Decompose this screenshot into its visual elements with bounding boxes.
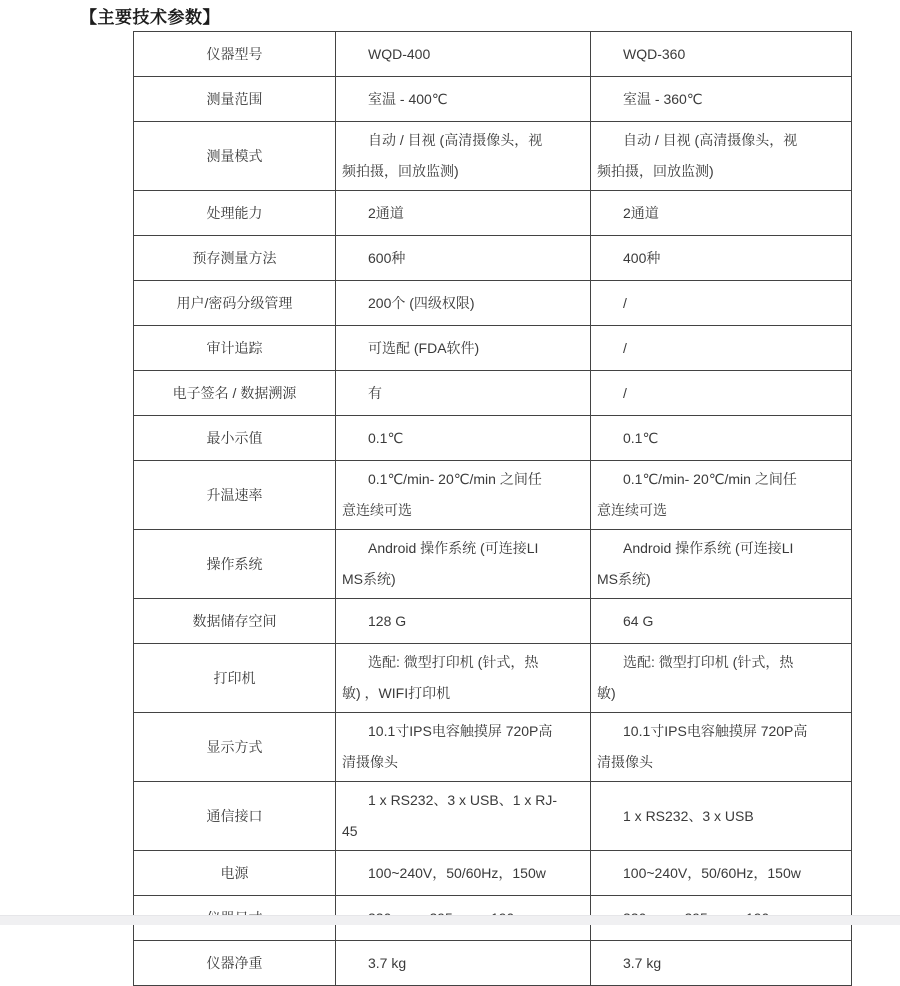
table-row — [134, 77, 852, 122]
cell-line: WQD-400 — [368, 45, 431, 62]
spec-table — [133, 31, 852, 986]
table-row — [134, 941, 852, 986]
cell-line: 自动 / 目视 (高清摄像头，视 — [623, 132, 798, 148]
row-label: 测量范围 — [134, 77, 336, 122]
cell-line: 频拍摄，回放监测) — [342, 163, 459, 179]
cell-line: 有 — [368, 384, 382, 401]
cell-wqd400 — [336, 281, 591, 326]
cell-line: 室温 - 400℃ — [368, 90, 448, 107]
cell-line: 2通道 — [368, 204, 404, 221]
cell-line: Android 操作系统 (可连接LI — [368, 540, 539, 556]
row-label: 测量模式 — [134, 122, 336, 191]
cell-line: 清摄像头 — [597, 754, 653, 770]
cell-line: 敏) ，WIFI打印机 — [342, 685, 451, 701]
cell-wqd360 — [591, 326, 852, 371]
cell-line: MS系统) — [342, 571, 396, 587]
cell-line: 频拍摄，回放监测) — [597, 163, 714, 179]
table-row — [134, 599, 852, 644]
cell-line: 10.1寸IPS电容触摸屏 720P高 — [623, 723, 808, 739]
cell-line: 0.1℃ — [368, 429, 404, 446]
row-label: 电源 — [134, 851, 336, 896]
cell-wqd360 — [591, 191, 852, 236]
cell-line: 意连续可选 — [342, 502, 412, 518]
row-label: 数据储存空间 — [134, 599, 336, 644]
cell-line: 2通道 — [623, 204, 659, 221]
cell-line: 3.7 kg — [623, 954, 662, 971]
cell-wqd360 — [591, 371, 852, 416]
row-label: 打印机 — [134, 644, 336, 713]
table-row — [134, 122, 852, 191]
table-row — [134, 191, 852, 236]
cell-wqd400 — [336, 644, 591, 713]
cell-line: 100~240V，50/60Hz，150w — [368, 864, 546, 881]
table-row — [134, 281, 852, 326]
cell-line: 45 — [342, 823, 358, 839]
row-label: 预存测量方法 — [134, 236, 336, 281]
cell-wqd400 — [336, 32, 591, 77]
cell-line: 选配: 微型打印机 (针式，热 — [623, 654, 794, 670]
cell-wqd400 — [336, 122, 591, 191]
cell-wqd360 — [591, 461, 852, 530]
cell-line: 64 G — [623, 612, 654, 629]
cell-wqd360 — [591, 77, 852, 122]
cell-wqd400 — [336, 326, 591, 371]
cell-wqd360 — [591, 713, 852, 782]
row-label: 处理能力 — [134, 191, 336, 236]
cell-line: 10.1寸IPS电容触摸屏 720P高 — [368, 723, 553, 739]
cell-line: 1 x RS232、3 x USB — [623, 807, 754, 824]
cell-line: WQD-360 — [623, 45, 686, 62]
table-row — [134, 236, 852, 281]
cell-line: 1 x RS232、3 x USB、1 x RJ- — [368, 792, 558, 808]
page-title: 【主要技术参数】 — [80, 8, 220, 27]
cell-wqd360 — [591, 851, 852, 896]
table-row — [134, 713, 852, 782]
row-label: 操作系统 — [134, 530, 336, 599]
cell-wqd360 — [591, 599, 852, 644]
cell-line: Android 操作系统 (可连接LI — [623, 540, 794, 556]
cell-wqd400 — [336, 416, 591, 461]
table-row — [134, 851, 852, 896]
cell-wqd360 — [591, 644, 852, 713]
table-row — [134, 644, 852, 713]
cell-line: 0.1℃/min- 20℃/min 之间任 — [623, 471, 797, 487]
cell-wqd400 — [336, 461, 591, 530]
cell-line: 3.7 kg — [368, 954, 407, 971]
table-row — [134, 32, 852, 77]
cell-wqd400 — [336, 191, 591, 236]
table-row — [134, 530, 852, 599]
table-row — [134, 326, 852, 371]
cell-line: 600种 — [368, 249, 406, 266]
row-label: 电子签名 / 数据溯源 — [134, 371, 336, 416]
row-label: 仪器净重 — [134, 941, 336, 986]
cell-line: 128 G — [368, 612, 407, 629]
table-row — [134, 371, 852, 416]
row-label: 最小示值 — [134, 416, 336, 461]
row-label: 用户/密码分级管理 — [134, 281, 336, 326]
row-label: 仪器型号 — [134, 32, 336, 77]
cell-wqd360 — [591, 782, 852, 851]
cell-wqd360 — [591, 122, 852, 191]
cell-line: 100~240V，50/60Hz，150w — [623, 864, 801, 881]
cell-line: 400种 — [623, 249, 661, 266]
cell-line: / — [623, 384, 627, 401]
table-row — [134, 461, 852, 530]
cell-line: 选配: 微型打印机 (针式，热 — [368, 654, 539, 670]
table-row — [134, 782, 852, 851]
cell-wqd400 — [336, 941, 591, 986]
cell-wqd400 — [336, 77, 591, 122]
row-label: 显示方式 — [134, 713, 336, 782]
cell-wqd360 — [591, 941, 852, 986]
cell-line: MS系统) — [597, 571, 651, 587]
cell-wqd360 — [591, 530, 852, 599]
cell-wqd400 — [336, 851, 591, 896]
cell-wqd400 — [336, 782, 591, 851]
cell-line: / — [623, 339, 627, 356]
cell-wqd400 — [336, 530, 591, 599]
cell-wqd400 — [336, 599, 591, 644]
cell-wqd360 — [591, 236, 852, 281]
cell-line: 0.1℃ — [623, 429, 659, 446]
cell-wqd360 — [591, 32, 852, 77]
cell-line: 敏) — [597, 685, 616, 701]
cell-wqd360 — [591, 281, 852, 326]
horizontal-scrollbar[interactable] — [0, 915, 900, 925]
cell-line: 可选配 (FDA软件) — [368, 339, 480, 356]
cell-wqd400 — [336, 371, 591, 416]
cell-line: 室温 - 360℃ — [623, 90, 703, 107]
cell-wqd400 — [336, 713, 591, 782]
row-label: 审计追踪 — [134, 326, 336, 371]
cell-line: 200个 (四级权限) — [368, 294, 475, 311]
cell-wqd360 — [591, 416, 852, 461]
cell-wqd400 — [336, 236, 591, 281]
row-label: 升温速率 — [134, 461, 336, 530]
cell-line: 自动 / 目视 (高清摄像头，视 — [368, 132, 543, 148]
table-row — [134, 416, 852, 461]
cell-line: 0.1℃/min- 20℃/min 之间任 — [368, 471, 542, 487]
cell-line: 清摄像头 — [342, 754, 398, 770]
row-label: 通信接口 — [134, 782, 336, 851]
cell-line: 意连续可选 — [597, 502, 667, 518]
cell-line: / — [623, 294, 627, 311]
